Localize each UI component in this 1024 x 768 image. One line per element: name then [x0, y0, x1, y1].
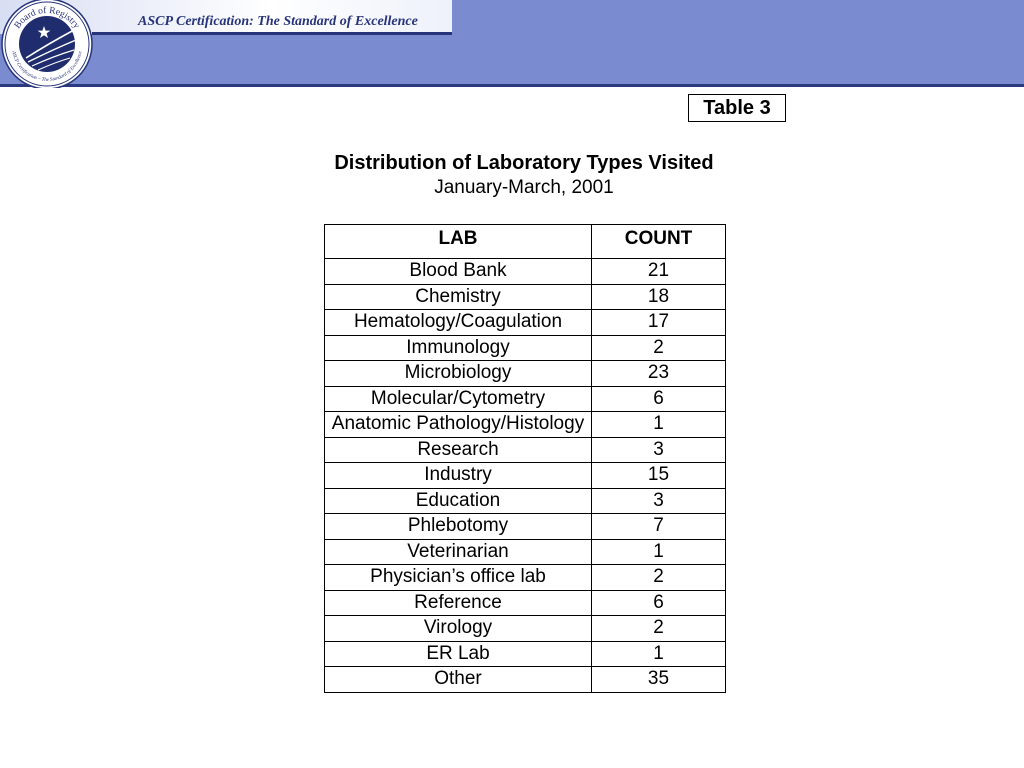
count-cell: 6: [592, 386, 726, 412]
count-cell: 7: [592, 514, 726, 540]
header-divider: [0, 84, 1024, 87]
count-cell: 3: [592, 437, 726, 463]
table-row: [325, 361, 726, 387]
lab-cell: Other: [325, 667, 592, 693]
count-cell: 18: [592, 284, 726, 310]
lab-cell: Anatomic Pathology/Histology: [325, 412, 592, 438]
table-row: [325, 437, 726, 463]
count-cell: 21: [592, 259, 726, 285]
lab-cell: ER Lab: [325, 641, 592, 667]
table-row: [325, 616, 726, 642]
lab-cell: Microbiology: [325, 361, 592, 387]
table-row: [325, 310, 726, 336]
count-cell: 23: [592, 361, 726, 387]
table-row: [325, 514, 726, 540]
lab-cell: Molecular/Cytometry: [325, 386, 592, 412]
count-cell: 1: [592, 539, 726, 565]
count-cell: 6: [592, 590, 726, 616]
column-header-count: COUNT: [592, 225, 726, 259]
table-row: [325, 284, 726, 310]
lab-cell: Virology: [325, 616, 592, 642]
count-cell: 3: [592, 488, 726, 514]
table-row: [325, 335, 726, 361]
lab-cell: Education: [325, 488, 592, 514]
table-row: [325, 259, 726, 285]
lab-cell: Reference: [325, 590, 592, 616]
table-row: [325, 463, 726, 489]
count-cell: 35: [592, 667, 726, 693]
lab-cell: Hematology/Coagulation: [325, 310, 592, 336]
lab-types-table: [324, 224, 726, 693]
board-of-registry-seal-logo: [0, 0, 96, 88]
table-row: [325, 667, 726, 693]
table-header-row: [325, 225, 726, 259]
table-row: [325, 641, 726, 667]
count-cell: 1: [592, 412, 726, 438]
lab-cell: Veterinarian: [325, 539, 592, 565]
seal-text-top: Board of Registry: [12, 5, 82, 31]
count-cell: 1: [592, 641, 726, 667]
count-cell: 2: [592, 616, 726, 642]
count-cell: 15: [592, 463, 726, 489]
lab-cell: Blood Bank: [325, 259, 592, 285]
lab-cell: Immunology: [325, 335, 592, 361]
count-cell: 17: [592, 310, 726, 336]
table-row: [325, 488, 726, 514]
seal-text-bottom: ASCP Certification ~ The Standard of Excellence: [10, 50, 84, 84]
table-row: [325, 590, 726, 616]
table-row: [325, 565, 726, 591]
lab-cell: Research: [325, 437, 592, 463]
header-tagline: ASCP Certification: The Standard of Excellence: [138, 14, 418, 29]
column-header-lab: LAB: [325, 225, 592, 259]
table-number-label: Table 3: [688, 94, 786, 122]
lab-cell: Chemistry: [325, 284, 592, 310]
table-body: [325, 259, 726, 693]
lab-cell: Physician’s office lab: [325, 565, 592, 591]
slide-title: Distribution of Laboratory Types Visited: [334, 152, 714, 174]
table-row: [325, 539, 726, 565]
lab-cell: Phlebotomy: [325, 514, 592, 540]
table-row: [325, 412, 726, 438]
tagline-underline: [92, 32, 452, 35]
count-cell: 2: [592, 565, 726, 591]
count-cell: 2: [592, 335, 726, 361]
lab-cell: Industry: [325, 463, 592, 489]
slide-subtitle: January-March, 2001: [434, 177, 614, 198]
table-row: [325, 386, 726, 412]
